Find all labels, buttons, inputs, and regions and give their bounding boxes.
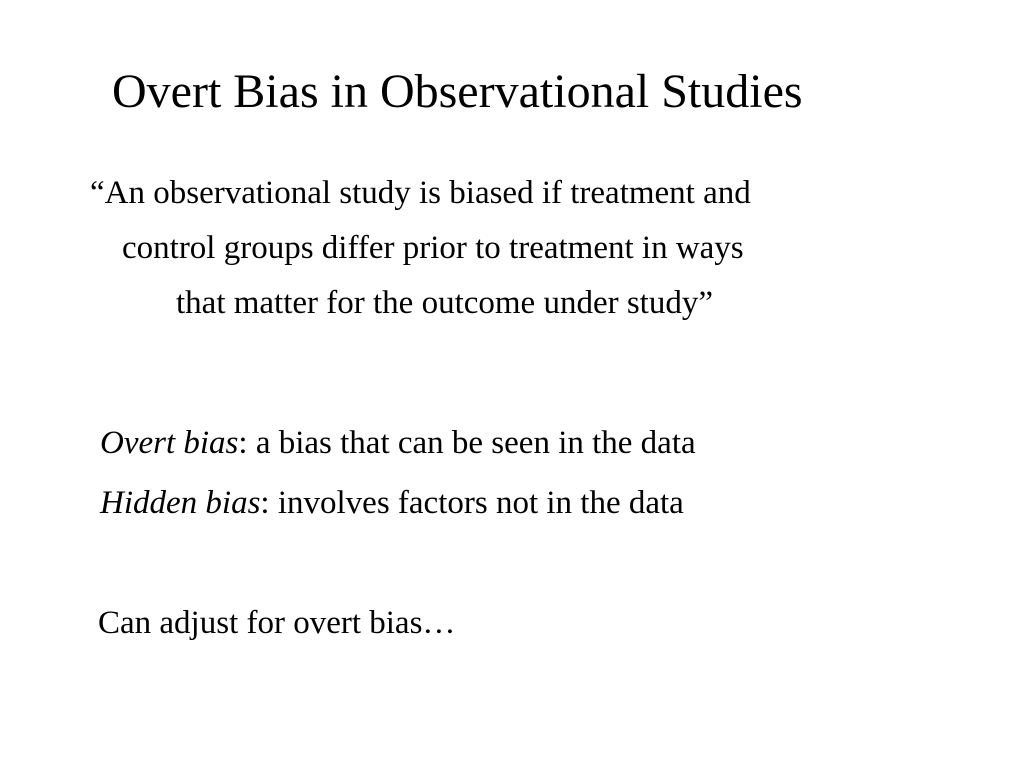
quote-line: “An observational study is biased if treatment and [90,175,751,211]
definition-term: Hidden bias [100,485,261,521]
quote-line: control groups differ prior to treatment in ways [122,230,744,266]
definition-text: : a bias that can be seen in the data [238,425,696,461]
definition-text: : involves factors not in the data [260,485,684,521]
quote-line: that matter for the outcome under study” [176,285,713,321]
definition-term: Overt bias [100,425,239,461]
quote-block [90,166,980,331]
definition-overt-bias [100,424,696,464]
definition-hidden-bias [100,484,684,524]
closing-statement: Can adjust for overt bias… [98,605,456,641]
slide-title: Overt Bias in Observational Studies [112,65,803,118]
